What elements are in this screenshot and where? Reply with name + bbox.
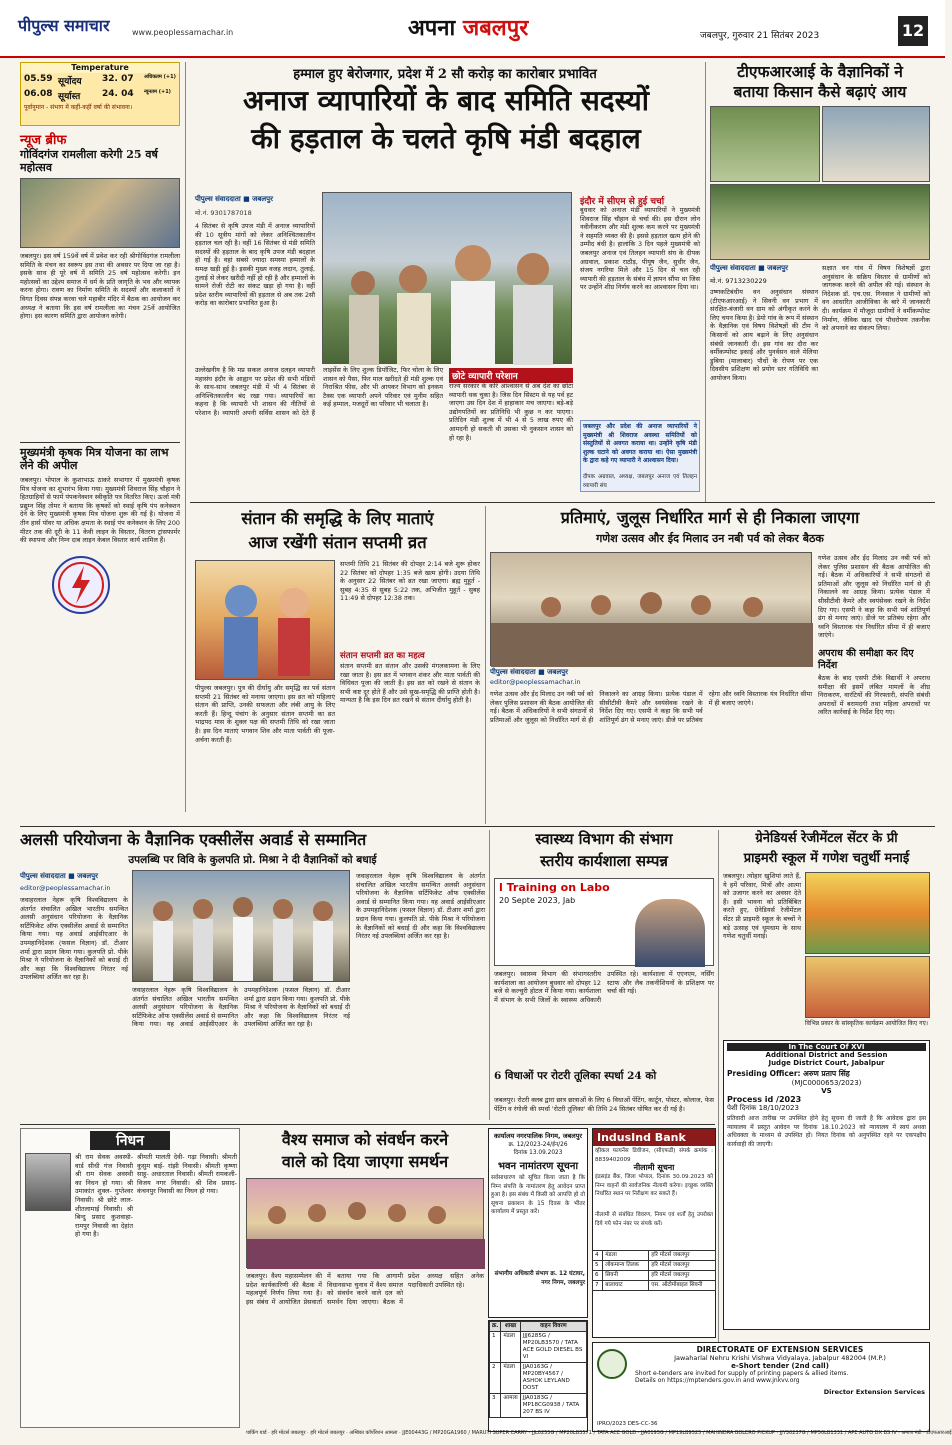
building-body: सर्वसाधारण को सूचित किया जाता है कि निम्न संपत्ति के नामांतरण हेतु आवेदन प्राप्त हुआ है। इस संबंध में किसी को आपत्ति हो तो सूचना प्रकाशन के 15 दिवस के भीतर कार्यालय में प्रस्तुत करें। — [491, 1175, 585, 1216]
indusind-intro: इंडसइंड बैंक, जिला भोपाल, दिनांक 30.09.2023 को निम्न वाहनों की सार्वजनिक नीलामी करेगा। इच्छुक व्यक्ति निर्धारित स्थान पर निरीक्षण कर सकते हैं। — [595, 1174, 713, 1198]
cell: लोकमान्य तिलक — [603, 1261, 649, 1271]
lead-side-head: इंदौर में सीएम से हुई चर्चा — [580, 197, 665, 207]
date-line: जबलपुर, गुरुवार 21 सितंबर 2023 — [700, 31, 820, 41]
grenadiers-headline-1: ग्रेनेडियर्स रेजीमेंटल सेंटर के प्री — [755, 831, 898, 846]
power-logo-icon — [52, 556, 110, 614]
santan-headline-1: संतान की समृद्धि के लिए माताएं — [241, 509, 434, 528]
alsi-byline: पीपुल्स संवाददाता ■ जबलपुर — [20, 872, 98, 880]
court-presiding: Presiding Officer: अरुण प्रताप सिंह — [727, 1069, 850, 1078]
cell: 4 — [593, 1251, 603, 1261]
sunset-time: 06.08 — [24, 89, 53, 99]
max-temp: 32. 07 — [102, 74, 134, 84]
santan-body-2: सप्तमी तिथि 21 सितंबर की दोपहर 2:14 बजे शुरू होकर 22 सितंबर को दोपहर 1:35 बजे खत्म होगी। उदया तिथि के अनुसार 22 सितंबर को व्रत रखा जाएगा। ब्रह्म मुहूर्त - सुबह 4:35 से सुबह 5:22 तक, अभिजीत मुहूर्त - सुबह 11:49 से दोपहर 12:38 तक। — [340, 560, 480, 603]
lead-quote-attrib: दीपक अग्रवाल, अध्यक्ष, जबलपुर अनाज एवं तिलहन व्यापारी संघ — [583, 474, 697, 489]
cell: 3 — [490, 1394, 501, 1418]
divider — [20, 826, 935, 827]
weather-box — [20, 62, 180, 126]
divider — [489, 830, 490, 1120]
tfri-byline: पीपुल्स संवाददाता ■ जबलपुर — [710, 264, 788, 272]
cell: 5 — [593, 1261, 603, 1271]
obituary-col-1: श्री राम सेवक अवस्थी- वार्ड सीधी गंज निवासी श्री राम सेवक अवस्थी का निधन हो गया। श्री उमाकांत शुक्ल- गुप्तेश्वर निवासी। श्री छोटे लाल- शीतलामाई निवासी। श्री बिन्दु प्रसाद कुशवाहा- रामपुर निवासी का देहांत हो गया है। — [75, 1153, 133, 1239]
cell: एस. ऑटोमोबाइल सिवनी — [649, 1281, 716, 1291]
divider — [185, 62, 186, 812]
cell: 6 — [593, 1271, 603, 1281]
obituary-photo — [25, 1153, 71, 1211]
pratima-side-body: बैठक के बाद एसपी टीके विद्यार्थी ने अपराध समीक्षा की इसमें लंबित मामलों के शीघ्र निराकरण, वारंटियों की गिरफ्तारी, संपत्ति संबंधी अपराधों में बरामदगी तथा महिला अपराधों पर त्वरित कार्रवाई के निर्देश दिए गए। — [818, 674, 930, 717]
extension-sign: Director Extension Services — [823, 1388, 925, 1396]
cell: JJE00443G / MP20GA1960 / MARUTI SUPER CARRY — [402, 1430, 528, 1436]
cell: मंडला — [501, 1363, 520, 1394]
extension-title: DIRECTORATE OF EXTENSION SERVICES — [696, 1345, 864, 1354]
santan-sub-body: संतान सप्तमी व्रत संतान और उसकी मंगलकामना के लिए रखा जाता है। इस व्रत में भगवान शंकर और माता पार्वती की विधिवत पूजा की जाती है। इस व्रत को रखने से संतान के सभी कष्ट दूर होते हैं और उसे सुख-समृद्धि की प्राप्ति होती है। मान्यता है कि इस दिन व्रत रखने से संतान दीर्घायु होती है। — [340, 662, 480, 705]
lead-sub-body: राज्य सरकार के कोरे आश्वासन से अब देश का छोटा व्यापारी थक चुका है। जिस दिन सिस्टम से यह पर्व हट जाएगा उस दिन देश में हाहाकार मच जाएगा। बड़े-बड़े उद्योगपतियों का प्रतिनिधि भी कुछ न कर पाएगा। प्रतिदिन मंडी शुल्क में भी 4 से 5 लाख रुपए की आमदनी हो सकती थी उसका भी नुकसान शासन को हो रहा है। — [449, 382, 573, 442]
section-title — [408, 12, 528, 42]
max-label: अधिकतम (+1) — [144, 74, 176, 80]
lead-body-2: उल्लेखनीय है कि मप्र सकल अनाज दलहन व्यापारी महासंघ इंदौर के आह्वान पर प्रदेश की सभी मंडियों के साथ-साथ जबलपुर मंडी में भी 4 सितंबर से अनिश्चितकालीन बंद रखा गया। व्यापारियों का कहना है कि व्यापारी भी शासन की नीतियों से परेशान है। व्यापारी अपनी सर्विस शासन को देते हैं लाइसेंस के लिए शुल्क डिपॉजिट, फिर चोला के लिए शासन को पैसा, फिर माल खरीदते ही मंडी शुल्क एवं निराश्रित फीस, और भी आयकर विभाग को इनकम टैक्स एक व्यापारी अपने परिवार एवं मुनीम सहित कई हम्माल, मजदूरों का परिवार भी चलाता है। — [195, 366, 443, 417]
brief-1-text: जबलपुर। इस वर्ष 159वें वर्ष में प्रवेश कर रही श्रीगोविंदगंज रामलीला समिति के मंचन का स्वरूप इस तथा की अवसर पर दिया जा रहा है। इसके साथ ही पूरे वर्ष में समिति 25 वर्ष महोत्सव करेगी। इन महोत्सवों का उद्देश्य समाज में धर्म के प्रति जागृति के भव और व्यापक करना होगा। रावण का निर्माण समिति के सदस्यों और कलाकारों ने विगत दिवस संपन्न करवा चले महाबीर मंदिर में बैठक का आयोजन कर अध्यक्ष ने बताया कि इस वर्ष रामलीला का मंचन 25वें आयोजित होगा। इस कारण समिति द्वारा आयोजन करेगी। — [20, 252, 180, 321]
auction-vehicles-extra: पार्किंग यार्ड · हरि मोटर्स जबलपुर · हरि मोटर्स जबलपुर · अम्बिका कॉर्पोरेशन आमला · JJE00443G / MP20GA1960 / MARUTI SUPER CARRY · JJL0255G / MP20LB3571 / TATA ACE GOLD · JJA0195G / MP19LB9525 / MAHINDRA BOLERO PICKUP · JJY30237G / MP50LB1331 / APE AUTO DX BS IV · अनाज मंडी · टीएफआरआई — [246, 1430, 952, 1436]
court-notice — [723, 1040, 930, 1330]
cell: JJA0163G / MP20BY4567 / ASHOK LEYLAND DOST — [520, 1363, 586, 1394]
pratima-byline: पीपुल्स संवाददाता ■ जबलपुर — [490, 668, 568, 676]
shiva-parvati-image — [195, 560, 335, 680]
pratima-subhead: गणेश उत्सव और ईद मिलाद उन नबी पर्व को लेकर बैठक — [596, 532, 824, 545]
tfri-body-1: उष्णकटिबंधीय वन अनुसंधान संस्थान (टीएफआरआई) ने सिवनी वन प्रभाग में संरक्षित-बंजारी वन ग्राम को अंगीकृत करने के लिए चयन किया है। डेमो गांव के रूप में संस्थान के वैज्ञानिक एवं विषय विशेषज्ञों की टीम ने किसानों को आय बढ़ाने के लिए अनुसंधान संबंधी जानकारी दी। इस गांव का दौरा कर वर्मीकम्पोस्ट इकाई और पुनर्वसन वाले मेलिया डुबिया (मालाबार) पौधों के रोपण पर एक दिवसीय प्रशिक्षण को प्रयोग स्तर गतिविधि का आयोजन किया। — [710, 288, 818, 382]
indusind-footer: नीलामी से संबंधित विवरण, नियम एवं शर्तों हेतु उपरोक्त दिये गये फोन नंबर पर संपर्क करें। — [595, 1212, 713, 1227]
weather-forecast: पूर्वानुमान - संभाग में कहीं-कहीं वर्षा की संभावना। — [24, 104, 133, 111]
lead-photo — [322, 192, 572, 364]
sunrise-time: 05.59 — [24, 74, 53, 84]
lead-byline: पीपुल्स संवाददाता ■ जबलपुर — [195, 195, 273, 203]
pratima-side-top: गणेश उत्सव और ईद मिलाद उन नबी पर्व को लेकर पुलिस प्रशासन की बैठक आयोजित की गई। बैठक में अधिकारियों ने सभी संगठनों से प्रतिमाओं और जुलूस को निर्धारित मार्ग से ही निकालने का आग्रह किया। प्रत्येक पंडाल में सीसीटीवी कैमरे और स्वयंसेवक रखने के निर्देश दिए गए। एसपी ने कहा कि सभी पर्व शांतिपूर्ण ढंग से मनाए जाएं। डीजे पर प्रतिबंध रहेगा और ध्वनि विस्तारक यंत्र निर्धारित सीमा में ही बजाए जाएंगे। — [818, 554, 930, 640]
sunset-label: सूर्यास्त — [58, 92, 81, 102]
alsi-body: जवाहरलाल नेहरू कृषि विश्वविद्यालय के अंतर्गत संचालित अखिल भारतीय समन्वित अलसी अनुसंधान परियोजना के वैज्ञानिक सर्टिफिकेट ऑफ एक्सीलेंस अवार्ड से सम्मानित किया गया। यह अवार्ड आईसीएआर के उपमहानिदेशक (फसल विज्ञान) डॉ. टीआर शर्मा द्वारा प्रदान किया गया। कुलपति प्रो. पीके मिश्रा ने परियोजना के वैज्ञानिकों को बधाई दी और कहा कि विश्वविद्यालय निरंतर नई उपलब्धियां अर्जित कर रहा है। — [20, 896, 128, 982]
lead-quote: जबलपुर और प्रदेश की अनाज व्यापारियों ने मुख्यमंत्री श्री शिवराज अवस्था समितियों को संस्तुतियों से अवगत कराया था। उन्होंने कृषि मंडी शुल्क घटाने को अवगत कराया था। ऐसा मुख्यमंत्री के द्वारा कहे गए व्यापारी ने आश्वासन दिया। — [583, 423, 697, 465]
divider — [190, 502, 935, 503]
cell: JJY30237G / MP50LB1331 / APE AUTO DX BS IV — [779, 1430, 897, 1436]
page-number: 12 — [898, 16, 928, 46]
auction-table — [489, 1321, 587, 1418]
divider — [20, 1124, 715, 1125]
brief-1-photo — [20, 178, 180, 248]
lead-kicker: हम्माल हुए बेरोजगार, प्रदेश में 2 सौ करोड़ का कारोबार प्रभावित — [293, 67, 597, 82]
table-row — [490, 1332, 587, 1363]
auction-table-header — [490, 1322, 587, 1332]
indusind-notice-title: नीलामी सूचना — [633, 1163, 675, 1172]
weather-row-2 — [21, 88, 179, 103]
grenadiers-caption: विभिन्न प्रकार के सांस्कृतिक कार्यक्रम आयोजित किए गए। — [805, 1020, 929, 1027]
auction-table-wrap-2 — [592, 1250, 716, 1338]
pratima-body: गणेश उत्सव और ईद मिलाद उन नबी पर्व को लेकर पुलिस प्रशासन की बैठक आयोजित की गई। बैठक में अधिकारियों ने सभी संगठनों से प्रतिमाओं और जुलूस को निर्धारित मार्ग से ही निकालने का आग्रह किया। प्रत्येक पंडाल में सीसीटीवी कैमरे और स्वयंसेवक रखने के निर्देश दिए गए। एसपी ने कहा कि सभी पर्व शांतिपूर्ण ढंग से मनाए जाएं। डीजे पर प्रतिबंध रहेगा और ध्वनि विस्तारक यंत्र निर्धारित सीमा में ही बजाए जाएंगे। — [490, 690, 812, 724]
table-row — [490, 1394, 587, 1418]
section-city: जबलपुर — [462, 15, 529, 41]
rotary-headline: 6 विधाओं पर रोटरी तूलिका स्पर्धा 24 को — [494, 1070, 657, 1082]
cell: हरि मोटर्स जबलपुर — [649, 1271, 716, 1281]
health-headline-2: स्तरीय कार्यशाला सम्पन्न — [540, 852, 668, 870]
indusind-brand: IndusInd Bank — [593, 1129, 715, 1146]
pratima-photo — [490, 552, 812, 666]
extension-notice — [592, 1342, 930, 1432]
cell: 2 — [490, 1363, 501, 1394]
min-temp: 24. 04 — [102, 89, 134, 99]
table-row — [593, 1251, 716, 1261]
building-notice — [488, 1128, 588, 1318]
cell: बालाघाट — [603, 1281, 649, 1291]
weather-row-1 — [21, 73, 179, 88]
lead-headline-2: की हड़ताल के चलते कृषि मंडी बदहाल — [251, 122, 641, 155]
lead-mobile: मो.नं. 9301787018 — [195, 209, 252, 217]
cell: 1 — [490, 1332, 501, 1363]
website: www.peoplessamachar.in — [132, 28, 234, 37]
building-sign: संभागीय अधिकारी संभाग क्र. 12 घंटाघर, नगर निगम, जबलपुर — [494, 1271, 585, 1286]
alsi-photo — [132, 870, 350, 982]
pratima-side-head: अपराध की समीक्षा कर दिए निर्देश — [818, 648, 914, 671]
health-headline-1: स्वास्थ्य विभाग की संभाग — [535, 830, 673, 848]
table-row — [593, 1271, 716, 1281]
obituary-label: निधन — [90, 1131, 170, 1150]
lead-quote-box — [580, 420, 700, 492]
vaishya-photo — [246, 1178, 484, 1268]
min-label: न्यूनतम (+1) — [144, 89, 171, 95]
weather-title: Temperature — [21, 63, 179, 73]
brief-1-headline: गोविंदगंज रामलीला करेगी 25 वर्ष महोत्सव — [20, 148, 158, 174]
section-prefix: अपना — [408, 15, 456, 41]
column-header: शाखा — [501, 1322, 520, 1332]
cell: अम्बिका कॉर्पोरेशन आमला — [349, 1430, 398, 1436]
auction-table-wrap — [488, 1320, 588, 1432]
lead-body-1: 4 सितंबर से कृषि उपज मंडी में अनाज व्यापारियों की 10 सूत्रीय मांगों को लेकर अनिश्चितकालीन हड़ताल चल रही है। वहीं 16 सितंबर से मंडी समिति सदस्यों की हड़ताल के बाद कृषि उपज मंडी बदहाल हो गई है। वहां सबसे ज्यादा समस्या हम्मालों के समक्ष खड़ी हुई है। इसकी मुख्य वजह लदान, तुलाई, तुलाई से लेकर खरीदी नहीं हो रही है और हम्मालों के सामने रोजी रोटी का संकट खड़ा हो गया है। वहीं प्रदेश स्तरीय व्यापारियों की हड़ताल से अब तक 2सौ करोड़ का कारोबार प्रभावित हुआ है। — [195, 222, 315, 308]
obituary-col-2: श्रीमती मालती देवी- गढ़ा निवासी। श्रीमती कुसुम बाई- रांझी निवासी। श्रीमती कृष्णा साहू- अधारताल निवासी। श्रीमती रामकली- विजय नगर निवासी। श्री शिव प्रसाद- कंचनपुर निवासी का निधन हो गया। — [137, 1153, 237, 1196]
brand-name: पीपुल्स समाचार — [18, 16, 110, 35]
cell: JJA0183G / MP18CG0938 / TATA 207 BS IV — [520, 1394, 586, 1418]
lead-subhead: छोटे व्यापारी परेशान — [449, 368, 573, 383]
court-title-1: In The Court Of XVI — [727, 1043, 926, 1051]
lead-headline-1: अनाज व्यापारियों के बाद समिति सदस्यों — [242, 84, 650, 117]
training-slide — [494, 878, 714, 966]
pratima-headline: प्रतिमाएं, जुलूस निर्धारित मार्ग से ही निकाला जाएगा — [560, 508, 860, 527]
extension-line-3: Short e-tenders are invited for supply of printing papers & allied items. — [635, 1370, 849, 1377]
lead-side-body: बुधवार को अनाज मंडी व्यापारियों ने मुख्यमंत्री शिवराज सिंह चौहान से चर्चा की। इस दौरान लोन नवीनीकरण और मंडी शुल्क कम करने पर मुख्यमंत्री ने सहमति व्यक्त की है। इससे हड़ताल खत्म होने की उम्मीद बंधी है। हालांकि 3 दिन पहले मुख्यमंत्री को जबलपुर अनाज एवं तिलहन व्यापारी संघ के दीपक अग्रवाल, प्रकाश राठौड़, पीयूष जैन, सुधीर जैन, संजय नगरिया मिले और 15 दिन से चल रही व्यापारी की हड़ताल के संबंध में ज्ञापन सौंपा था जिस पर उन्होंने शीघ्र निर्णय करने का आश्वासन दिया था। — [580, 206, 700, 292]
cell: हरि मोटर्स जबलपुर — [310, 1430, 345, 1436]
court-case: (MJC0000653/2023) — [791, 1079, 862, 1087]
court-title-2: Additional District and Session — [765, 1051, 888, 1059]
cell: JJA0195G / MP19LB9525 / MAHINDRA BOLERO PICKUP — [640, 1430, 776, 1436]
table-row — [593, 1261, 716, 1271]
brief-2-headline: मुख्यमंत्री कृषक मित्र योजना का लाभ लेने की अपील — [20, 446, 169, 472]
alsi-body-cont: जवाहरलाल नेहरू कृषि विश्वविद्यालय के अंतर्गत संचालित अखिल भारतीय समन्वित अलसी अनुसंधान परियोजना के वैज्ञानिक सर्टिफिकेट ऑफ एक्सीलेंस अवार्ड से सम्मानित किया गया। यह अवार्ड आईसीएआर के उपमहानिदेशक (फसल विज्ञान) डॉ. टीआर शर्मा द्वारा प्रदान किया गया। कुलपति प्रो. पीके मिश्रा ने परियोजना के वैज्ञानिकों को बधाई दी और कहा कि विश्वविद्यालय निरंतर नई उपलब्धियां अर्जित कर रहा है। — [132, 986, 350, 1029]
court-body: प्रतिवादी आज तारीख पर उपस्थित होने हेतु सूचना दी जाती है कि आवेदक द्वारा इस न्यायालय में प्रस्तुत आवेदन पर दिनांक 18.10.2023 को न्यायालय में स्वयं अथवा अधिवक्ता के माध्यम से उपस्थित हों। नियत दिनांक को अनुपस्थित रहने पर एकपक्षीय कार्यवाही की जाएगी। — [727, 1115, 926, 1148]
speaker-photo — [635, 899, 705, 967]
vaishya-body: जबलपुर। वैश्य महासम्मेलन की प्रदेश कार्यकारिणी की बैठक में महत्वपूर्ण निर्णय लिया गया है। इस संबंध में आयोजित प्रेसवार्ता में बताया गया कि आगामी विधानसभा चुनाव में वैश्य समाज को संवर्धन करने वाले दल को समर्थन दिया जाएगा। बैठक में प्रदेश अध्यक्ष सहित अनेक पदाधिकारी उपस्थित रहे। — [246, 1272, 484, 1306]
grenadiers-photo-2 — [805, 956, 930, 1018]
alsi-body-right: जवाहरलाल नेहरू कृषि विश्वविद्यालय के अंतर्गत संचालित अखिल भारतीय समन्वित अलसी अनुसंधान परियोजना के वैज्ञानिक सर्टिफिकेट ऑफ एक्सीलेंस अवार्ड से सम्मानित किया गया। यह अवार्ड आईसीएआर के उपमहानिदेशक (फसल विज्ञान) डॉ. टीआर शर्मा द्वारा प्रदान किया गया। कुलपति प्रो. पीके मिश्रा ने परियोजना के वैज्ञानिकों को बधाई दी और कहा कि विश्वविद्यालय निरंतर नई उपलब्धियां अर्जित कर रहा है। — [356, 872, 485, 941]
news-brief-label: न्यूज ब्रीफ — [20, 133, 67, 148]
grenadiers-body: जबलपुर। त्योहार खुशियां लाते हैं, ये हमें परिवार, मित्रों और आत्मा को उजागर करने का अवसर देते हैं। इसी भावना को प्रतिबिंबित करते हुए, ग्रेनेडियर्स रेजीमेंटल सेंटर प्री प्राइमरी स्कूल के बच्चों ने बड़े उत्साह एवं धूमधाम के साथ गणेश चतुर्थी मनाई। — [723, 872, 801, 941]
extension-line-1: Jawaharlal Nehru Krishi Vishwa Vidyalaya, Jabalpur 482004 (M.P.) — [674, 1354, 886, 1362]
court-date: पेशी दिनांक 18/10/2023 — [727, 1104, 799, 1112]
tfri-photo-3 — [710, 184, 930, 260]
extension-line-4[interactable]: Details on https://mptenders.gov.in and www.jnkvv.org — [635, 1377, 800, 1384]
column-header: क्र. — [490, 1322, 501, 1332]
university-emblem-icon — [597, 1349, 627, 1379]
brief-2-text: जबलपुर। भोपाल के कुशाभाऊ ठाकरे सभागार में मुख्यमंत्री कृषक मित्र योजना का शुभारंभ किया गया। मुख्यमंत्री शिवराज सिंह चौहान ने हितग्राहियों से फार्म पंपकनेक्शन स्वीकृति पत्र वितरित किए। ऊर्जा मंत्री प्रद्युम्न सिंह तोमर ने बताया कि कृषकों को स्थाई कृषि पंप कनेक्शन देने के लिए मुख्यमंत्री कृषक मित्र योजना शुरू की गई है। योजना में तीन हार्स पॉवर या अधिक क्षमता के स्थाई पंप कनेक्शन के लिए 200 मीटर तक की दूरी के 11 केवी लाइन के विस्तार, वितरण ट्रांसफार्मर की स्थापना और निम्न दाब लाइन केबल विस्तार कार्य शामिल हैं। — [20, 476, 180, 545]
table-row — [593, 1281, 716, 1291]
cell: 7 — [593, 1281, 603, 1291]
cell: मंडला — [501, 1332, 520, 1363]
vaishya-headline-2: वाले को दिया जाएगा समर्थन — [281, 1152, 449, 1171]
rotary-body: जबलपुर। रोटरी क्लब द्वारा छात्र छात्राओं के लिए 6 विधाओं पेंटिंग, कार्टून, पोस्टर, कोलाज, फेस पेंटिंग व रंगोली की स्पर्धा 'रोटरी तूलिका' की तिथि 24 सितंबर घोषित कर दी गई है। — [494, 1096, 714, 1113]
cell: पार्किंग यार्ड — [246, 1430, 267, 1436]
pratima-email[interactable]: editor@peoplessamachar.in — [490, 678, 581, 686]
tfri-photo-2 — [822, 106, 930, 182]
building-office: कार्यालय नगरपालिक निगम, जबलपुर — [493, 1132, 583, 1140]
table-row — [490, 1363, 587, 1394]
alsi-email[interactable]: editor@peoplessamachar.in — [20, 884, 111, 892]
cell: JJL0255G / MP20LB3571 / TATA ACE GOLD — [532, 1430, 637, 1436]
extension-ipro: IPRO/2023 DES-CC-36 — [597, 1421, 658, 1427]
tfri-caption: टीएफआरआई — [926, 1430, 952, 1436]
alsi-subhead: उपलब्धि पर विवि के कुलपति प्रो. मिश्रा ने दी वैज्ञानिकों को बधाई — [128, 854, 377, 866]
tfri-mobile: मो.नं. 9713230229 — [710, 277, 767, 285]
grenadiers-headline-2: प्राइमरी स्कूल में गणेश चतुर्थी मनाई — [743, 851, 910, 866]
court-vs: VS — [821, 1087, 832, 1095]
cell: मंडला — [603, 1251, 649, 1261]
vaishya-headline-1: वैश्य समाज को संवर्धन करने — [281, 1130, 449, 1149]
santan-subhead: संतान सप्तमी व्रत का महत्व — [340, 651, 425, 661]
extension-line-2: e-Short tender (2nd call) — [731, 1362, 829, 1370]
cell: हरि मोटर्स जबलपुर — [271, 1430, 306, 1436]
auction-table-2 — [592, 1250, 716, 1291]
training-slide-title: l Training on Labo — [499, 881, 610, 894]
building-ref: क्र. 12/2023-24/ईन/26 — [508, 1142, 568, 1148]
divider — [20, 442, 180, 443]
court-title-3: Judge District Court, Jabalpur — [768, 1059, 885, 1067]
indusind-subtitle: व्हीकल फायनेंस डिवीजन, (सीएफडी) संपर्क क्रमांक : 8839402009 — [595, 1148, 713, 1163]
grenadiers-photo-1 — [805, 872, 930, 954]
alsi-headline: अलसी परियोजना के वैज्ञानिक एक्सीलेंस अवार्ड से सम्मानित — [20, 830, 367, 849]
tfri-headline-1: टीएफआरआई के वैज्ञानिकों ने — [737, 62, 903, 81]
building-date: दिनांक 13.09.2023 — [513, 1150, 563, 1156]
cell: हरि मोटर्स जबलपुर — [649, 1251, 716, 1261]
tfri-photo-1 — [710, 106, 820, 182]
santan-body-1: पीपुल्स जबलपुर। पुत्र की दीर्घायु और समृद्धि का पर्व संतान सप्तमी 21 सितंबर को मनाया जाएगा। इस व्रत को महिलाएं संतान की प्राप्ति, उनकी सफलता और लंबी आयु के लिए करती हैं। हिन्दू पंचांग के अनुसार संतान सप्तमी का व्रत भाद्रपद मास के शुक्ल पक्ष की सप्तमी तिथि को रखा जाता है। इस दिन माताएं भगवान शिव और माता पार्वती की पूजा-अर्चना करती हैं। — [195, 684, 335, 744]
health-body: जबलपुर। स्वास्थ्य विभाग की संभागस्तरीय कार्यशाला का आयोजन बुधवार को दोपहर 12 बजे से कल्चुरी होटल में किया गया। कार्यशाला में संभाग के सभी जिलों के स्वास्थ्य अधिकारी उपस्थित रहे। कार्यशाला में एएनएम, नर्सिंग स्टाफ और लैब तकनीशियनों के प्रशिक्षण पर चर्चा की गई। — [494, 970, 714, 1004]
divider — [705, 62, 706, 502]
tfri-headline-2: बताया किसान कैसे बढ़ाएं आय — [733, 82, 907, 101]
lead-caption: अनाज मंडी — [901, 1430, 922, 1436]
cell: हरि मोटर्स जबलपुर — [649, 1261, 716, 1271]
brand-logo — [18, 14, 128, 44]
column-header: वाहन विवरण — [520, 1322, 586, 1332]
cell: JJJ6285G / MP20LB3570 / TATA ACE GOLD DIESEL BS VI — [520, 1332, 586, 1363]
divider — [718, 830, 719, 1430]
santan-headline-2: आज रखेंगी संतान सप्तमी व्रत — [248, 533, 427, 552]
tfri-body-2: सक्षात वन गांव में विषय विशेषज्ञों द्वारा अनुसंधान के सक्रिय विस्तार से ग्रामीणों को जागरूक करने की अपील की गई। संस्थान के निदेशक डॉ. एच.एस. गिनवाल ने ग्रामीणों को वन आधारित आजीविका के बारे में जानकारी दी। कार्यक्रम में मौजूदा ग्रामीणों ने वर्मीकम्पोस्ट निर्माण, जैविक खाद एवं पौधरोपण तकनीक को अपनाने का संकल्प लिया। — [822, 264, 930, 333]
court-process: Process id /2023 — [727, 1095, 802, 1104]
cell: आमला — [501, 1394, 520, 1418]
sunrise-label: सूर्योदय — [58, 77, 82, 87]
building-title: भवन नामांतरण सूचना — [497, 1161, 579, 1172]
divider — [485, 506, 486, 824]
masthead — [0, 0, 945, 58]
obituary-box — [20, 1128, 240, 1428]
training-slide-date: 20 Septe 2023, Jab — [499, 896, 576, 905]
cell: सिवनी — [603, 1271, 649, 1281]
